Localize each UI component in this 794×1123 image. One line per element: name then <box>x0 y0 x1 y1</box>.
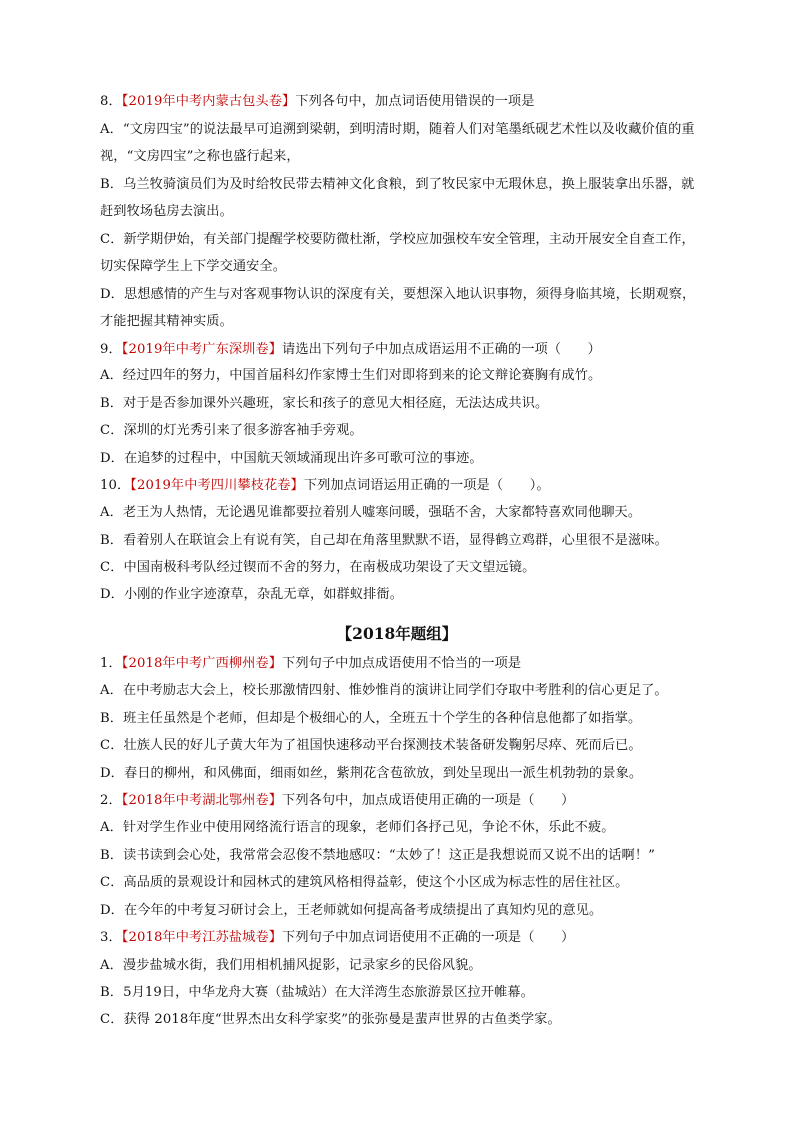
question-10-option-b: B．看着别人在联谊会上有说有笑，自己却在角落里默默不语，显得鹤立鸡群，心里很不是滋味。 <box>100 533 668 548</box>
question-2018-2-option-a: A．针对学生作业中使用网络流行语言的现象，老师们各抒己见，争论不休，乐此不疲。 <box>100 820 615 835</box>
question-text: 请选出下列句子中加点成语运用不正确的一项（ ） <box>282 342 601 357</box>
question-10-option-d: D．小刚的作业字迹潦草，杂乱无章，如群蚁排衙。 <box>100 587 403 602</box>
question-number: 10． <box>100 478 131 493</box>
question-8-option-d-line1: D．思想感情的产生与对客观事物认识的深度有关，要想深入地认识事物，须得身临其境，长期观察， <box>100 287 696 302</box>
question-2018-1-option-a: A．在中考励志大会上，校长那激情四射、惟妙惟肖的演讲让同学们夺取中考胜利的信心更足了。 <box>100 683 668 698</box>
question-source: 【2018年中考江苏盐城卷】 <box>121 930 283 945</box>
question-8-option-a-line1: A．“文房四宝”的说法最早可追溯到梁朝，到明清时期，随着人们对笔墨纸砚艺术性以及收藏价值的重 <box>100 122 695 137</box>
question-8-option-c-line2: 切实保障学生上下学交通安全。 <box>100 259 287 274</box>
question-2018-1-option-d: D．春日的柳州，和风佛面，细雨如丝，紫荆花含苞欲放，到处呈现出一派生机勃勃的景象。 <box>100 766 643 781</box>
question-8-option-a-line2: 视，“文房四宝”之称也盛行起来， <box>100 149 300 164</box>
question-source: 【2018年中考广西柳州卷】 <box>121 656 283 671</box>
question-9-option-d: D．在追梦的过程中，中国航天领域涌现出许多可歌可泣的事迹。 <box>100 451 483 466</box>
question-text: 下列句子中加点成语使用不恰当的一项是 <box>282 656 522 671</box>
question-8-option-c-line1: C．新学期伊始，有关部门提醒学校要防微杜渐，学校应加强校车安全管理，主动开展安全自查工作， <box>100 232 695 247</box>
question-source: 【2019年中考广东深圳卷】 <box>121 342 283 357</box>
question-text: 下列各句中，加点词语使用错误的一项是 <box>295 94 535 109</box>
question-text: 下列句子中加点词语使用不正确的一项是（ ） <box>282 930 575 945</box>
question-number: 8． <box>100 94 122 109</box>
question-9-stem <box>100 340 720 360</box>
question-9-option-a: A．经过四年的努力，中国首届科幻作家博士生们对即将到来的论文辩论赛胸有成竹。 <box>100 368 602 383</box>
question-8-option-b-line1: B．乌兰牧骑演员们为及时给牧民带去精神文化食粮，到了牧民家中无瑕休息，换上服装拿出乐器，就 <box>100 177 695 192</box>
question-2018-3-option-a: A．漫步盐城水街，我们用相机捕风捉影，记录家乡的民俗风貌。 <box>100 958 482 973</box>
question-2018-2-option-d: D．在今年的中考复习研讨会上，王老师就如何提高备考成绩提出了真知灼见的意见。 <box>100 903 603 918</box>
question-10-option-a: A．老王为人热情，无论遇见谁都要拉着别人嘘寒问暖，强聒不舍，大家都特喜欢同他聊天。 <box>100 505 642 520</box>
question-8-stem <box>100 92 720 112</box>
question-source: 【2018年中考湖北鄂州卷】 <box>121 793 283 808</box>
question-number: 3． <box>100 930 122 945</box>
question-number: 2． <box>100 793 122 808</box>
question-number: 1． <box>100 656 122 671</box>
question-2018-1-option-b: B．班主任虽然是个老师，但却是个极细心的人，全班五十个学生的各种信息他都了如指掌。 <box>100 711 642 726</box>
question-2018-3-option-c: C．获得 2018年度“世界杰出女科学家奖”的张弥曼是蜚声世界的古鱼类学家。 <box>100 1012 561 1027</box>
question-source: 【2019年中考内蒙古包头卷】 <box>121 94 296 109</box>
question-number: 9． <box>100 342 122 357</box>
question-source: 【2019年中考四川攀枝花卷】 <box>130 478 304 493</box>
question-2018-2-option-b: B．读书读到会心处，我常常会忍俊不禁地感叹：“太妙了！这正是我想说而又说不出的话啊！” <box>100 848 655 863</box>
question-2018-2-stem <box>100 791 720 811</box>
question-2018-3-option-b: B．5月19日，中华龙舟大赛（盐城站）在大洋湾生态旅游景区拉开帷幕。 <box>100 985 534 1000</box>
section-heading-2018: 【2018年题组】 <box>336 624 458 643</box>
question-10-stem <box>100 476 720 496</box>
question-10-option-c: C．中国南极科考队经过锲而不舍的努力，在南极成功架设了天文望远镜。 <box>100 560 536 575</box>
question-2018-1-stem <box>100 654 720 674</box>
question-text: 下列各句中，加点成语使用正确的一项是（ ） <box>282 793 575 808</box>
question-2018-1-option-c: C．壮族人民的好儿子黄大年为了祖国快速移动平台探测技术装备研发鞠躬尽瘁、死而后已。 <box>100 738 642 753</box>
question-2018-3-stem <box>100 928 720 948</box>
question-9-option-b: B．对于是否参加课外兴趣班，家长和孩子的意见大相径庭，无法达成共识。 <box>100 396 549 411</box>
question-9-option-c: C．深圳的灯光秀引来了很多游客袖手旁观。 <box>100 423 363 438</box>
question-2018-2-option-c: C．高品质的景观设计和园林式的建筑风格相得益彰，使这个小区成为标志性的居住社区。 <box>100 875 629 890</box>
question-8-option-d-line2: 才能把握其精神实质。 <box>100 314 233 329</box>
question-8-option-b-line2: 赶到牧场毡房去演出。 <box>100 204 233 219</box>
question-text: 下列加点词语运用正确的一项是（ ）。 <box>303 478 550 493</box>
